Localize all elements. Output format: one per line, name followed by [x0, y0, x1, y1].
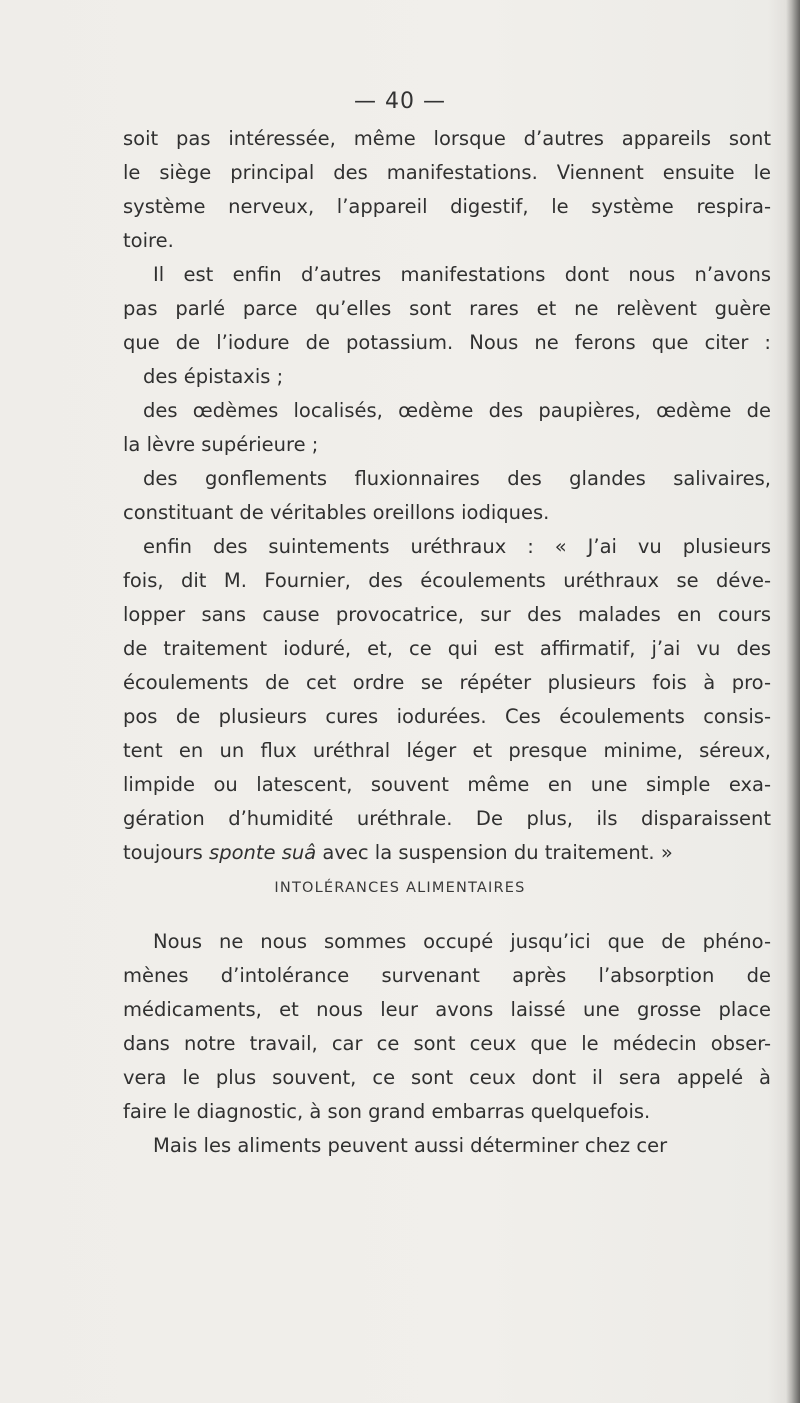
text-line: tent en un flux uréthral léger et presque minime, séreux,: [123, 739, 771, 762]
text-fragment: avec la suspension du traitement. »: [316, 841, 673, 864]
text-line: constituant de véritables oreillons iodiques.: [123, 501, 550, 524]
text-line: limpide ou latescent, souvent même en une simple exa-: [123, 773, 771, 796]
text-line: enfin des suintements uréthraux : « J’ai vu plusieurs: [143, 535, 771, 558]
text-fragment: toujours: [123, 841, 210, 864]
italic-phrase: sponte suâ: [209, 841, 317, 864]
text-line: des œdèmes localisés, œdème des paupières, œdème de: [143, 399, 771, 422]
text-line: soit pas intéressée, même lorsque d’autres appareils sont: [123, 127, 771, 150]
text-line: des gonflements fluxionnaires des glandes salivaires,: [143, 467, 771, 490]
text-line: écoulements de cet ordre se répéter plusieurs fois à pro-: [123, 671, 771, 694]
text-line: gération d’humidité uréthrale. De plus, ils disparaissent: [123, 807, 771, 830]
page-number: — 40 —: [354, 89, 446, 114]
text-line: vera le plus souvent, ce sont ceux dont il sera appelé à: [123, 1066, 771, 1089]
text-line: de traitement ioduré, et, ce qui est affirmatif, j’ai vu des: [123, 637, 771, 660]
section-heading: INTOLÉRANCES ALIMENTAIRES: [274, 880, 526, 896]
text-line: système nerveux, l’appareil digestif, le système respira-: [123, 195, 771, 218]
text-line: fois, dit M. Fournier, des écoulements uréthraux se déve-: [123, 569, 771, 592]
text-line: le siège principal des manifestations. Viennent ensuite le: [123, 161, 771, 184]
text-line: la lèvre supérieure ;: [123, 433, 319, 456]
text-line: Nous ne nous sommes occupé jusqu’ici que de phéno-: [153, 930, 771, 953]
text-line: des épistaxis ;: [143, 365, 284, 388]
text-line: médicaments, et nous leur avons laissé une grosse place: [123, 998, 771, 1021]
text-line: que de l’iodure de potassium. Nous ne ferons que citer :: [123, 331, 771, 354]
page-edge-shadow: [786, 0, 800, 1403]
text-line: mènes d’intolérance survenant après l’absorption de: [123, 964, 771, 987]
text-line: Il est enfin d’autres manifestations dont nous n’avons: [153, 263, 771, 286]
text-line: dans notre travail, car ce sont ceux que le médecin obser-: [123, 1032, 771, 1055]
text-line: toire.: [123, 229, 174, 252]
text-line: lopper sans cause provocatrice, sur des malades en cours: [123, 603, 771, 626]
text-line: faire le diagnostic, à son grand embarras quelquefois.: [123, 1100, 651, 1123]
paragraph-block-intolerances: [123, 925, 771, 1163]
text-line: pas parlé parce qu’elles sont rares et ne relèvent guère: [123, 297, 771, 320]
text-line: [123, 836, 771, 870]
text-line: Mais les aliments peuvent aussi déterminer chez cer: [153, 1134, 668, 1157]
text-line: pos de plusieurs cures iodurées. Ces écoulements consis-: [123, 705, 771, 728]
paragraph-block-manifestations: [123, 122, 771, 870]
